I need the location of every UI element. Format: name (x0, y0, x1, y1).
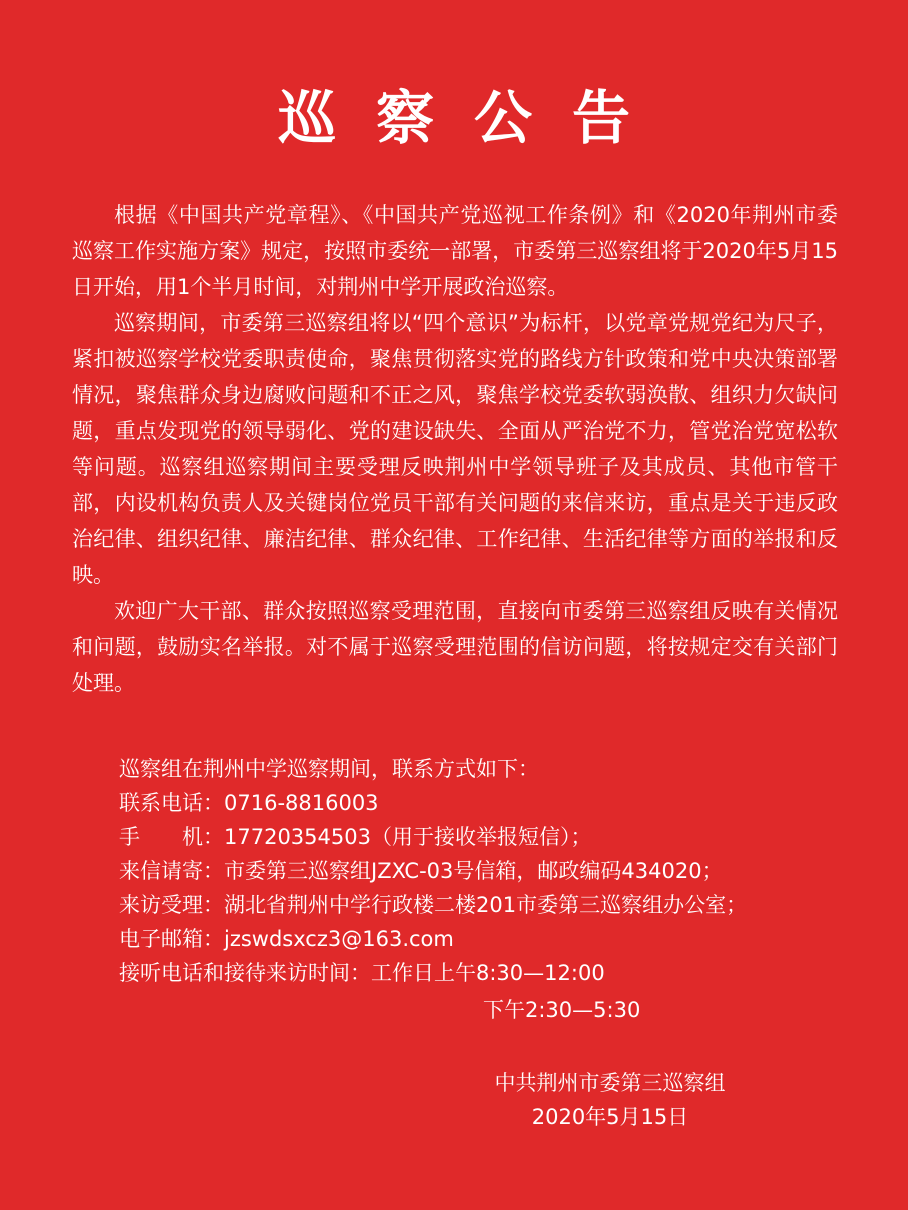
paragraph-basis: 根据《中国共产党章程》、《中国共产党巡视工作条例》和《2020年荆州市委巡察工作实施方案》规定，按照市委统一部署，市委第三巡察组将于2020年5月15日开始，用1个半月时间，对荆州中学开展政治巡察。 (72, 203, 838, 299)
page-title: 巡察公告 (277, 84, 670, 152)
paragraph-welcome: 欢迎广大干部、群众按照巡察受理范围，直接向市委第三巡察组反映有关情况和问题，鼓励实名举报。对不属于巡察受理范围的信访问题，将按规定交有关部门处理。 (72, 599, 838, 695)
mobile-label-char-2-text: 机 (182, 825, 203, 849)
mobile-label-colon: ： (203, 825, 224, 849)
visit-label: 来访受理： (119, 893, 224, 917)
email-label: 电子邮箱： (119, 927, 224, 951)
contact-mail (119, 854, 859, 888)
contact-intro-text: 巡察组在荆州中学巡察期间，联系方式如下： (119, 757, 539, 781)
mobile-label-char-2 (182, 820, 224, 854)
contact-info (119, 752, 859, 990)
phone-value: 0716-8816003 (224, 791, 379, 815)
signature-block (420, 1066, 800, 1134)
paragraph-scope: 巡察期间，市委第三巡察组将以“四个意识”为标杆，以党章党规党纪为尺子，紧扣被巡察学校党委职责使命，聚焦贯彻落实党的路线方针政策和党中央决策部署情况，聚焦群众身边腐败问题和不正之风，聚焦学校党委软弱涣散、组织力欠缺问题，重点发现党的领导弱化、党的建设缺失、全面从严治党不力，管党治党宽松软等问题。巡察组巡察期间主要受理反映荆州中学领导班子及其成员、其他市管干部，内设机构负责人及关键岗位党员干部有关问题的来信来访，重点是关于违反政治纪律、组织纪律、廉洁纪律、群众纪律、工作纪律、生活纪律等方面的举报和反映。 (72, 311, 838, 587)
signature-org: 中共荆州市委第三巡察组 (494, 1071, 726, 1095)
visit-value: 湖北省荆州中学行政楼二楼201市委第三巡察组办公室； (224, 893, 748, 917)
mobile-value: 17720354503（用于接收举报短信）； (224, 825, 592, 849)
mail-label: 来信请寄： (119, 859, 224, 883)
email-value: jzswdsxcz3@163.com (224, 927, 454, 951)
contact-visit (119, 888, 859, 922)
mobile-label (119, 820, 224, 854)
mobile-label-char-1: 手 (119, 825, 140, 849)
contact-intro (119, 752, 859, 786)
contact-email (119, 922, 859, 956)
signature-date: 2020年5月15日 (531, 1105, 689, 1129)
hours-afternoon: 下午2:30—5:30 (483, 998, 641, 1022)
hours-label: 接听电话和接待来访时间： (119, 961, 371, 985)
contact-phone (119, 786, 859, 820)
hours-morning: 工作日上午8:30—12:00 (371, 961, 605, 985)
phone-label: 联系电话： (119, 791, 224, 815)
mail-value: 市委第三巡察组JZXC-03号信箱，邮政编码434020； (224, 859, 723, 883)
contact-hours (119, 956, 859, 990)
announcement-body (72, 197, 838, 701)
contact-mobile (119, 820, 859, 854)
